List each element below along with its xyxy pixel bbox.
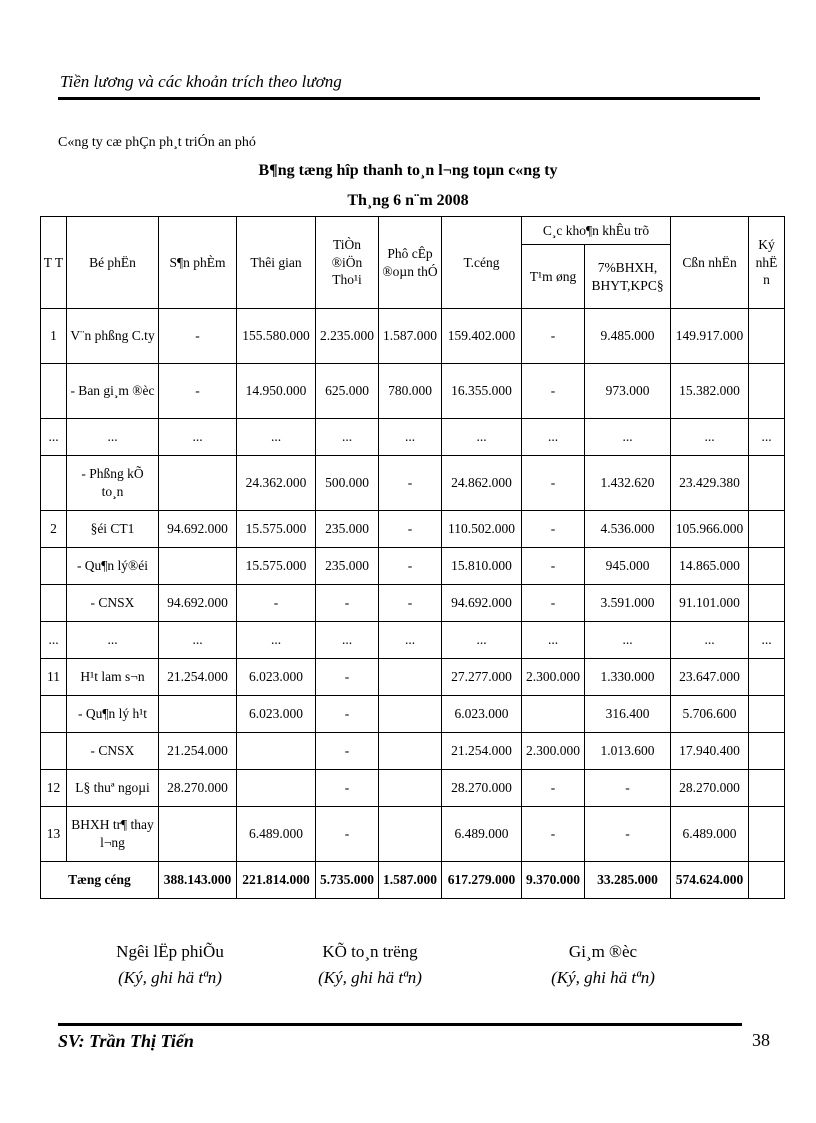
total-label: Tæng céng xyxy=(41,862,159,899)
table-row xyxy=(41,807,785,862)
cell-insurance: 1.330.000 xyxy=(585,659,671,696)
cell-bonus: 500.000 xyxy=(316,456,379,511)
cell-sign xyxy=(749,585,785,622)
cell-total: ... xyxy=(442,622,522,659)
cell-product: 28.270.000 xyxy=(159,770,237,807)
cell-time: ... xyxy=(237,622,316,659)
footer-author: SV: Trần Thị Tiến xyxy=(58,1031,194,1051)
signature-note: (Ký, ghi hä tªn) xyxy=(318,968,422,987)
cell-tt: 12 xyxy=(41,770,67,807)
cell-advance: 2.300.000 xyxy=(522,659,585,696)
cell-insurance: ... xyxy=(585,622,671,659)
cell-net: 23.429.380 xyxy=(671,456,749,511)
cell-sign: ... xyxy=(749,419,785,456)
cell-tt xyxy=(41,364,67,419)
header-product: S¶n phÈm xyxy=(159,217,237,309)
cell-total: 15.810.000 xyxy=(442,548,522,585)
cell-insurance: ... xyxy=(585,419,671,456)
total-bonus: 5.735.000 xyxy=(316,862,379,899)
table-row xyxy=(41,511,785,548)
cell-sign xyxy=(749,309,785,364)
cell-sign xyxy=(749,511,785,548)
cell-allowance: ... xyxy=(379,622,442,659)
table-row xyxy=(41,456,785,511)
total-allowance: 1.587.000 xyxy=(379,862,442,899)
cell-tt xyxy=(41,585,67,622)
cell-insurance: - xyxy=(585,770,671,807)
cell-time xyxy=(237,770,316,807)
cell-dept: H¹t lam s¬n xyxy=(67,659,159,696)
header-tt: T T xyxy=(41,217,67,309)
header-deductions: C¸c kho¶n khÊu trõ xyxy=(522,217,671,245)
cell-insurance: 945.000 xyxy=(585,548,671,585)
header-bonus: TiÒn ®iÖn Tho¹i xyxy=(316,217,379,309)
cell-tt: 2 xyxy=(41,511,67,548)
cell-bonus: 235.000 xyxy=(316,548,379,585)
page-number: 38 xyxy=(752,1030,770,1050)
cell-product: - xyxy=(159,364,237,419)
cell-tt: ... xyxy=(41,622,67,659)
cell-net: 14.865.000 xyxy=(671,548,749,585)
cell-advance xyxy=(522,696,585,733)
cell-net: 91.101.000 xyxy=(671,585,749,622)
cell-insurance: 973.000 xyxy=(585,364,671,419)
cell-allowance xyxy=(379,659,442,696)
header-allowance: Phô cÊp ®oµn thÓ xyxy=(379,217,442,309)
total-advance: 9.370.000 xyxy=(522,862,585,899)
signature-preparer xyxy=(70,942,270,988)
cell-time: 14.950.000 xyxy=(237,364,316,419)
cell-tt: 1 xyxy=(41,309,67,364)
cell-total: ... xyxy=(442,419,522,456)
table-row xyxy=(41,364,785,419)
cell-total: 21.254.000 xyxy=(442,733,522,770)
cell-net: 6.489.000 xyxy=(671,807,749,862)
cell-bonus: 625.000 xyxy=(316,364,379,419)
cell-sign xyxy=(749,770,785,807)
cell-total: 24.862.000 xyxy=(442,456,522,511)
cell-time: 15.575.000 xyxy=(237,511,316,548)
cell-allowance: - xyxy=(379,548,442,585)
cell-time: 6.023.000 xyxy=(237,696,316,733)
cell-product xyxy=(159,548,237,585)
cell-tt xyxy=(41,733,67,770)
cell-advance: - xyxy=(522,456,585,511)
cell-advance: - xyxy=(522,807,585,862)
cell-tt xyxy=(41,456,67,511)
cell-advance: - xyxy=(522,770,585,807)
cell-advance: 2.300.000 xyxy=(522,733,585,770)
signature-accountant xyxy=(270,942,470,988)
cell-time: 6.023.000 xyxy=(237,659,316,696)
cell-allowance xyxy=(379,733,442,770)
cell-dept: L§ thuª ngoµi xyxy=(67,770,159,807)
cell-product: ... xyxy=(159,419,237,456)
total-sign xyxy=(749,862,785,899)
cell-time: 15.575.000 xyxy=(237,548,316,585)
table-row xyxy=(41,419,785,456)
cell-sign xyxy=(749,807,785,862)
cell-insurance: 316.400 xyxy=(585,696,671,733)
cell-net: 23.647.000 xyxy=(671,659,749,696)
cell-time: ... xyxy=(237,419,316,456)
cell-sign xyxy=(749,659,785,696)
signature-role: KÕ to¸n trëng xyxy=(322,942,418,961)
cell-sign xyxy=(749,733,785,770)
cell-sign xyxy=(749,364,785,419)
cell-advance: - xyxy=(522,364,585,419)
cell-product xyxy=(159,807,237,862)
table-row xyxy=(41,548,785,585)
table-row xyxy=(41,696,785,733)
cell-bonus: - xyxy=(316,659,379,696)
page-header-title: Tiền lương và các khoản trích theo lương xyxy=(60,72,342,91)
cell-product: 21.254.000 xyxy=(159,733,237,770)
cell-dept: - Phßng kÕ to¸n xyxy=(67,456,159,511)
cell-dept: V¨n phßng C.ty xyxy=(67,309,159,364)
cell-product: 21.254.000 xyxy=(159,659,237,696)
cell-bonus: - xyxy=(316,733,379,770)
cell-time xyxy=(237,733,316,770)
total-insurance: 33.285.000 xyxy=(585,862,671,899)
cell-advance: - xyxy=(522,585,585,622)
cell-product: 94.692.000 xyxy=(159,585,237,622)
cell-dept: - CNSX xyxy=(67,585,159,622)
cell-allowance: - xyxy=(379,456,442,511)
cell-insurance: 3.591.000 xyxy=(585,585,671,622)
header-dept: Bé phËn xyxy=(67,217,159,309)
cell-time: 155.580.000 xyxy=(237,309,316,364)
footer-rule xyxy=(58,1023,742,1026)
cell-bonus: 2.235.000 xyxy=(316,309,379,364)
cell-advance: - xyxy=(522,309,585,364)
table-row xyxy=(41,733,785,770)
cell-insurance: - xyxy=(585,807,671,862)
cell-sign: ... xyxy=(749,622,785,659)
table-row xyxy=(41,309,785,364)
signature-note: (Ký, ghi hä tªn) xyxy=(118,968,222,987)
cell-bonus: ... xyxy=(316,419,379,456)
cell-net: 28.270.000 xyxy=(671,770,749,807)
cell-bonus: - xyxy=(316,807,379,862)
header-rule xyxy=(58,97,760,100)
total-total: 617.279.000 xyxy=(442,862,522,899)
cell-net: 15.382.000 xyxy=(671,364,749,419)
cell-bonus: - xyxy=(316,585,379,622)
cell-allowance: 1.587.000 xyxy=(379,309,442,364)
cell-time: 24.362.000 xyxy=(237,456,316,511)
total-time: 221.814.000 xyxy=(237,862,316,899)
table-row xyxy=(41,585,785,622)
cell-total: 28.270.000 xyxy=(442,770,522,807)
cell-net: 5.706.600 xyxy=(671,696,749,733)
cell-advance: ... xyxy=(522,622,585,659)
cell-dept: ... xyxy=(67,419,159,456)
cell-bonus: - xyxy=(316,770,379,807)
cell-time: - xyxy=(237,585,316,622)
cell-sign xyxy=(749,548,785,585)
report-period: Th¸ng 6 n¨m 2008 xyxy=(347,192,469,209)
payroll-table xyxy=(40,216,785,899)
cell-allowance: - xyxy=(379,511,442,548)
cell-advance: ... xyxy=(522,419,585,456)
cell-dept: - Qu¶n lý h¹t xyxy=(67,696,159,733)
cell-total: 27.277.000 xyxy=(442,659,522,696)
cell-product: ... xyxy=(159,622,237,659)
header-time: Thêi gian xyxy=(237,217,316,309)
cell-sign xyxy=(749,456,785,511)
header-total: T.céng xyxy=(442,217,522,309)
cell-product xyxy=(159,456,237,511)
header-sign: Ký nhË n xyxy=(749,217,785,309)
cell-net: ... xyxy=(671,419,749,456)
cell-tt xyxy=(41,696,67,733)
cell-advance: - xyxy=(522,511,585,548)
table-row xyxy=(41,770,785,807)
cell-tt: 13 xyxy=(41,807,67,862)
cell-dept: §éi CT1 xyxy=(67,511,159,548)
signature-director xyxy=(503,942,703,988)
cell-total: 16.355.000 xyxy=(442,364,522,419)
signature-note: (Ký, ghi hä tªn) xyxy=(551,968,655,987)
cell-net: 105.966.000 xyxy=(671,511,749,548)
header-insurance: 7%BHXH, BHYT,KPC§ xyxy=(585,245,671,309)
header-net: Cßn nhËn xyxy=(671,217,749,309)
cell-allowance xyxy=(379,696,442,733)
cell-allowance: ... xyxy=(379,419,442,456)
cell-sign xyxy=(749,696,785,733)
cell-insurance: 4.536.000 xyxy=(585,511,671,548)
cell-dept: - Qu¶n lý®éi xyxy=(67,548,159,585)
cell-allowance: 780.000 xyxy=(379,364,442,419)
total-net: 574.624.000 xyxy=(671,862,749,899)
cell-tt: ... xyxy=(41,419,67,456)
cell-net: ... xyxy=(671,622,749,659)
cell-allowance: - xyxy=(379,585,442,622)
cell-product: - xyxy=(159,309,237,364)
cell-bonus: - xyxy=(316,696,379,733)
cell-net: 17.940.400 xyxy=(671,733,749,770)
cell-time: 6.489.000 xyxy=(237,807,316,862)
cell-dept: - Ban gi¸m ®èc xyxy=(67,364,159,419)
table-row xyxy=(41,622,785,659)
cell-insurance: 9.485.000 xyxy=(585,309,671,364)
header-advance: T¹m øng xyxy=(522,245,585,309)
signature-role: Gi¸m ®èc xyxy=(568,942,638,961)
table-row xyxy=(41,659,785,696)
cell-product xyxy=(159,696,237,733)
cell-dept: ... xyxy=(67,622,159,659)
cell-tt: 11 xyxy=(41,659,67,696)
company-name: C«ng ty cæ phÇn ph¸t triÓn an phó xyxy=(58,135,256,150)
cell-bonus: ... xyxy=(316,622,379,659)
cell-insurance: 1.013.600 xyxy=(585,733,671,770)
cell-allowance xyxy=(379,807,442,862)
report-title: B¶ng tæng hîp thanh to¸n l¬ng toµn c«ng ty xyxy=(258,162,558,179)
cell-total: 6.489.000 xyxy=(442,807,522,862)
cell-total: 6.023.000 xyxy=(442,696,522,733)
cell-insurance: 1.432.620 xyxy=(585,456,671,511)
cell-total: 159.402.000 xyxy=(442,309,522,364)
cell-advance: - xyxy=(522,548,585,585)
cell-tt xyxy=(41,548,67,585)
cell-product: 94.692.000 xyxy=(159,511,237,548)
table-total-row xyxy=(41,862,785,899)
cell-total: 110.502.000 xyxy=(442,511,522,548)
cell-allowance xyxy=(379,770,442,807)
cell-total: 94.692.000 xyxy=(442,585,522,622)
cell-bonus: 235.000 xyxy=(316,511,379,548)
total-product: 388.143.000 xyxy=(159,862,237,899)
cell-dept: BHXH tr¶ thay l¬ng xyxy=(67,807,159,862)
cell-dept: - CNSX xyxy=(67,733,159,770)
signature-role: Ngêi lËp phiÕu xyxy=(116,942,224,961)
cell-net: 149.917.000 xyxy=(671,309,749,364)
